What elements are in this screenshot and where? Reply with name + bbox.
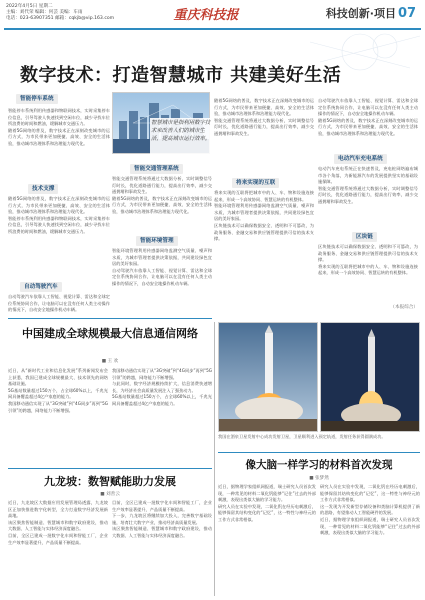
main-story-title: 数字技术：打造智慧城市 共建美好生活	[20, 65, 342, 86]
main-paragraph: 将来实现的互联将把城市中的人、车、物和设施连接起来，形成一个高效协同、智慧运转的有机整体。 智能环境管理利用传感器网络监测空气质量、噪声和水质，为城市管理者提供决策依据，共同建设绿色宜居的美好家园。 区块链技术可以确保数据安全、透明和不可篡改，为政务服务、金融交易和供应链管理提供可信的技术支撑。	[214, 190, 314, 242]
column-divider	[214, 322, 215, 596]
subhead-interconnect: 将来实现的互联	[232, 178, 279, 188]
section-rule	[8, 318, 212, 319]
rocket-photo-caption: 我国在酒泉卫星发射中心成功发射卫星，卫星顺利进入预定轨道，发射任务获得圆满成功。	[218, 434, 386, 439]
story4-title: 像大脑一样学习的材料首次发现	[245, 459, 393, 471]
header-meta	[6, 4, 136, 23]
story3-text: 目前，全区已建成一批数字化车间和智能工厂，企业生产效率显著提升，产品质量不断提高。 下一步，九龙坡区将继续加大投入，完善数字基础设施，培育壮大数字产业，推动经济高质量发展。 该区聚焦智能制造、智慧城市和数字政府建设，推动大数据、人工智能与实体经济深度融合。	[112, 500, 212, 538]
subhead-environment: 智能环境管理	[136, 236, 178, 246]
story4-byline: ■ 张梦然	[309, 476, 329, 481]
section-rule	[218, 452, 420, 453]
story3-title: 九龙坡：数智赋能助力发展	[44, 475, 176, 488]
subhead-autonomous: 自动驾驶汽车	[20, 282, 62, 292]
subhead-parking: 智能停车系统	[16, 94, 58, 104]
subhead-blockchain: 区块链	[352, 232, 377, 242]
header-contact: 电话：023-63907351 邮箱：cqkjb@vip.163.com	[6, 16, 115, 22]
main-paragraph: 随着5G网络的普及，数字技术正在深刻改变城市的运行方式，为市民带来更加便捷、高效、安全的生活体验，推动城市治理体系和治理能力现代化。 智能停车系统利用传感器和物联网技术，实时采集停车位信息，引导驾驶人快速找到空闲车位，减少寻找车位所浪费的时间和燃油，缓解城市交通压力。	[8, 196, 110, 234]
story4-text: 近日，据物理学家组织网报道，瑞士研究人员首次发现，一种常见的材料二氧化钒能够“记住”过去的外部刺激，表现出类似大脑的学习能力。 研究人员在实验中发现，二氧化钒在经历电刺激后，能够保留其结构变化的“记忆”，这一特性与神经元的工作方式非常相似。	[218, 484, 316, 522]
main-paragraph: 自动驾驶汽车依靠人工智能、视觉计算、雷达和全球定位系统协同合作，让电脑可以在没有任何人类主动操作的情况下，自动安全地操作机动车辆。 随着5G网络的普及，数字技术正在深刻改变城市的运行方式，为市民带来更加便捷、高效、安全的生活体验，推动城市治理体系和治理能力现代化。	[318, 98, 418, 136]
story2-text: 近日，从“新时代工业和信息化发展”系列新闻发布会上获悉，我国已建成全球规模最大、技术领先的网络基础设施。 5G基站数量超过150万个，占全球60%以上，千兆光网具备覆盖超过4亿户家庭的能力。 我国移动通信实现了从“3G突破”到“4G同步”再到“5G引领”的跨越，网络能力不断增强。	[8, 368, 108, 413]
story2-byline: ■ 王 欢	[101, 359, 119, 364]
story2-title: 中国建成全球规模最大信息通信网络	[22, 327, 198, 340]
header-date: 2022年4月5日 星期二	[6, 4, 53, 9]
header-rule	[4, 28, 421, 30]
story4-text: 研究人员在实验中发现，二氧化钒在经历电刺激后，能够保留其结构变化的“记忆”，这一特性与神经元的工作方式非常相似。 这一发现为开发新型存储设备和类脑计算机提供了新的思路，有望推动人工智能硬件的发展。 近日，据物理学家组织网报道，瑞士研究人员首次发现，一种常见的材料二氧化钒能够“记住”过去的外部刺激，表现出类似大脑的学习能力。	[320, 484, 420, 536]
subhead-tech: 技术支撑	[28, 184, 58, 194]
main-paragraph: 智能交通管理系统将通过大数据分析，实时调整信号灯时长，优化道路通行能力，提高出行效率，减少交通拥堵和事故发生。 随着5G网络的普及，数字技术正在深刻改变城市的运行方式，为市民带来更加便捷、高效、安全的生活体验，推动城市治理体系和治理能力现代化。	[112, 176, 212, 214]
pull-quote: 智慧城市是指利用数字技术来改善人们的城市生活，提高城市运行效率。	[150, 118, 215, 158]
story3-byline: ■ 刘善云	[100, 492, 120, 497]
subhead-traffic: 智能交通管理系统	[130, 164, 183, 174]
main-paragraph: 随着5G网络的普及，数字技术正在深刻改变城市的运行方式，为市民带来更加便捷、高效、安全的生活体验，推动城市治理体系和治理能力现代化。 智能交通管理系统将通过大数据分析，实时调整信号灯时长，优化道路通行能力，提高出行效率，减少交通拥堵和事故发生。	[214, 98, 314, 136]
main-paragraph: 电动汽车充电系统正在快速普及，充电桩网络遍布城市各个角落，为新能源汽车的发展提供坚实的基础设施保障。 智能交通管理系统将通过大数据分析，实时调整信号灯时长，优化道路通行能力，提高出行效率，减少交通拥堵和事故发生。	[318, 166, 418, 204]
main-paragraph: 智能停车系统利用传感器和物联网技术，实时采集停车位信息，引导驾驶人快速找到空闲车位，减少寻找车位所浪费的时间和燃油，缓解城市交通压力。 随着5G网络的普及，数字技术正在深刻改变城市的运行方式，为市民带来更加便捷、高效、安全的生活体验，推动城市治理体系和治理能力现代化。	[8, 108, 110, 146]
page-number: 07	[398, 6, 417, 21]
subhead-charging: 电动汽车充电系统	[334, 154, 387, 164]
section-name: 科技创新·项目	[325, 7, 396, 20]
section-rule	[8, 468, 212, 469]
header-editors: 主编：刘代荣 编辑：何芸 美编：车雨	[6, 10, 83, 16]
main-paragraph: 自动驾驶汽车依靠人工智能、视觉计算、雷达和全球定位系统协同合作，让电脑可以在没有任何人类主动操作的情况下，自动安全地操作机动车辆。	[8, 294, 110, 313]
main-story-byline: （本报综合）	[390, 305, 418, 310]
rocket-photo-right	[320, 322, 420, 432]
rocket-photo-left	[218, 322, 318, 432]
story3-text: 近日，九龙坡区大数据应用发展管理局透露，九龙坡区正加快推进数字化转型，全力打造数字经济发展新高地。 该区聚焦智能制造、智慧城市和数字政府建设，推动大数据、人工智能与实体经济深度融合。 目前，全区已建成一批数字化车间和智能工厂，企业生产效率显著提升，产品质量不断提高。	[8, 500, 108, 545]
story2-text: 我国移动通信实现了从“3G突破”到“4G同步”再到“5G引领”的跨越，网络能力不断增强。 与此同时，数字经济规模持续扩大，信息消费快速增长，为经济社会高质量发展注入了强劲动力。 5G基站数量超过150万个，占全球60%以上，千兆光网具备覆盖超过4亿户家庭的能力。	[112, 368, 212, 406]
main-paragraph: 智能环境管理利用传感器网络监测空气质量、噪声和水质，为城市管理者提供决策依据，共同建设绿色宜居的美好家园。 自动驾驶汽车依靠人工智能、视觉计算、雷达和全球定位系统协同合作，让电脑可以在没有任何人类主动操作的情况下，自动安全地操作机动车辆。	[112, 248, 212, 286]
newspaper-logo: 重庆科技报	[173, 8, 239, 23]
main-paragraph: 区块链技术可以确保数据安全、透明和不可篡改，为政务服务、金融交易和供应链管理提供可信的技术支撑。 将来实现的互联将把城市中的人、车、物和设施连接起来，形成一个高效协同、智慧运转的有机整体。	[318, 244, 418, 276]
